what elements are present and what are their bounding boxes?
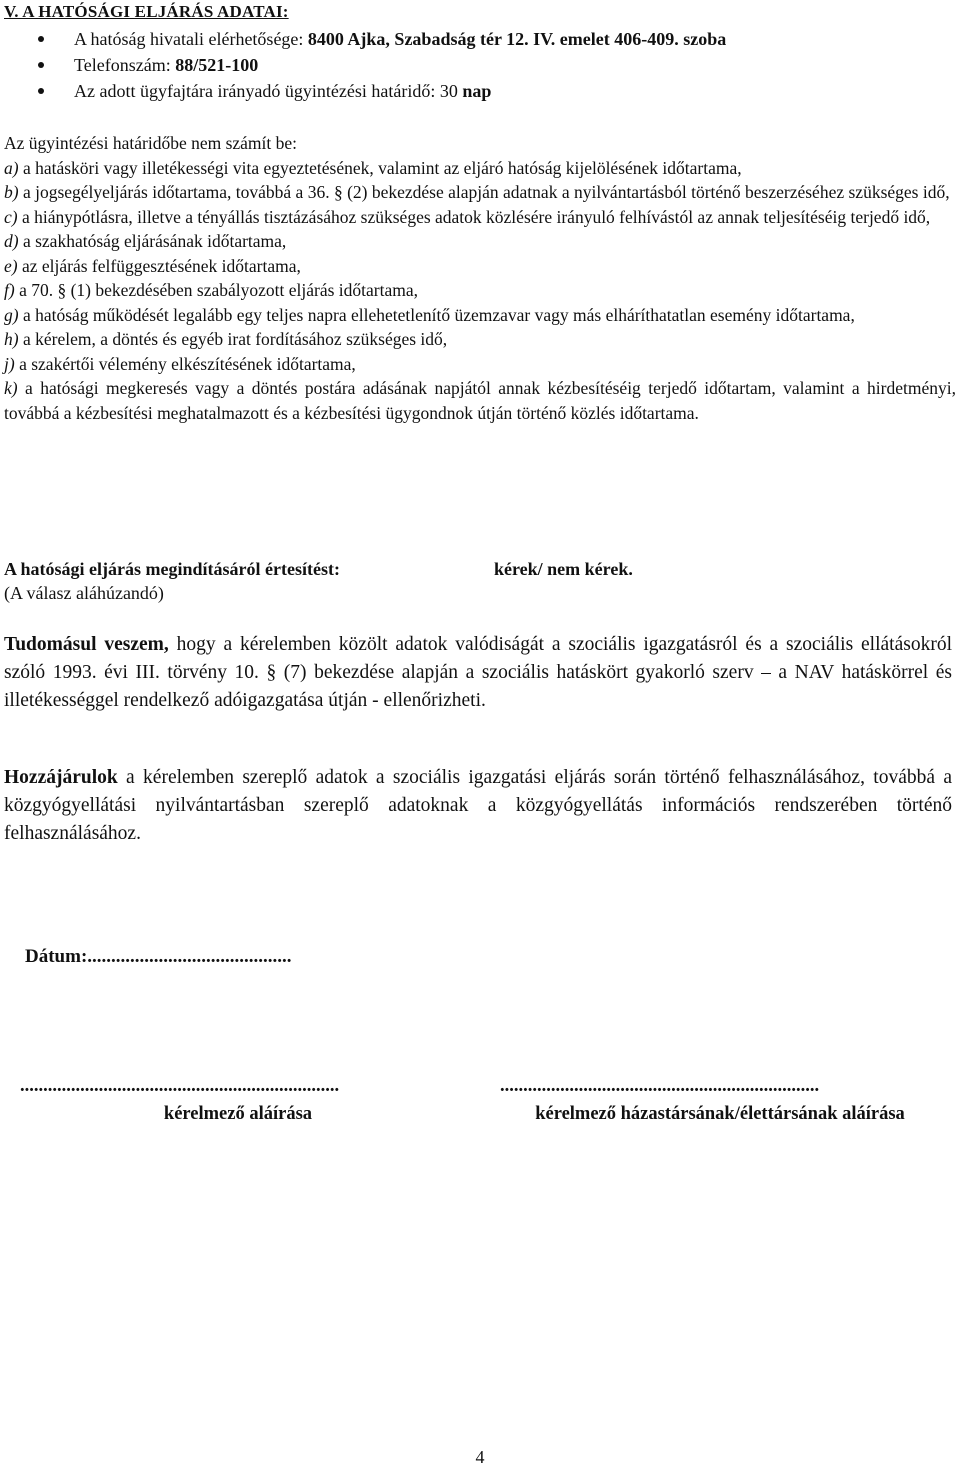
exclusion-item [4, 156, 956, 181]
consent-paragraph [4, 764, 952, 848]
signature-label: kérelmező házastársának/élettársának aláírása [535, 1104, 905, 1124]
bullet-prefix: Az adott ügyfajtára irányadó ügyintézési határidő: 30 [74, 81, 463, 101]
date-field[interactable]: Dátum:........................................... [25, 946, 292, 967]
item-label: j) [4, 353, 15, 374]
signature-line[interactable]: ..................................................................... [500, 1076, 820, 1096]
bullet-prefix: Telefonszám: [74, 55, 176, 75]
notice-label: A hatósági eljárás megindításáról értesítést: [4, 559, 340, 579]
signature-label: kérelmező aláírása [163, 1104, 313, 1124]
item-label: h) [4, 329, 19, 349]
exclusion-item [4, 254, 956, 279]
acknowledgement-paragraph [4, 631, 952, 715]
item-label: f) [4, 280, 15, 300]
applicant-signature [20, 1072, 500, 1128]
exclusions-heading: Az ügyintézési határidőbe nem számít be: [4, 133, 298, 153]
spouse-signature [480, 1072, 960, 1128]
bullet-phone [36, 54, 726, 80]
item-text: a hatásköri vagy illetékességi vita egyeztetésének, valamint az eljáró hatóság kijelölésének időtartama, [18, 157, 742, 178]
notice-choice[interactable]: kérek/ nem kérek. [494, 559, 633, 579]
bullet-office-address [36, 28, 726, 54]
exclusion-item [4, 180, 956, 205]
item-label: a) [4, 157, 19, 178]
signature-line[interactable]: ..................................................................... [20, 1076, 340, 1096]
exclusion-item [4, 303, 956, 328]
consent-text: a kérelemben szereplő adatok a szociális igazgatási eljárás során történő felhasználásához, továbbá a közgyógyellátási nyilvántartásban szereplő adatoknak a közgyógyellátás információs rendszerében történő felhasználásához. [4, 767, 952, 844]
item-text: a 70. § (1) bekezdésében szabályozott eljárás időtartama, [14, 280, 418, 300]
item-text: a szakhatóság eljárásának időtartama, [18, 231, 287, 251]
bullet-bold: 8400 Ajka, Szabadság tér 12. IV. emelet 406-409. [307, 29, 679, 49]
acknowledgement-lead: Tudomásul veszem, [4, 634, 169, 655]
bullet-dot-icon [38, 36, 44, 42]
exclusion-item [4, 229, 956, 254]
consent-lead: Hozzájárulok [4, 767, 118, 788]
item-label: d) [4, 231, 19, 251]
item-label: b) [4, 182, 19, 202]
bullet-bold: 88/521-100 [175, 55, 259, 75]
exclusion-item [4, 376, 956, 425]
bullet-dot-icon [38, 88, 44, 94]
bullet-bold: nap [462, 81, 492, 101]
item-label: k) [4, 378, 18, 398]
exclusion-item [4, 278, 956, 303]
exclusions-block [4, 131, 956, 425]
item-label: c) [4, 206, 18, 227]
notice-block [4, 557, 340, 605]
item-text: a szakértői vélemény elkészítésének időtartama, [14, 353, 356, 374]
bullet-prefix: A hatóság hivatali elérhetősége: [74, 29, 308, 49]
exclusion-item [4, 205, 956, 230]
bullet-suffix: szoba [678, 29, 727, 49]
item-text: a hatóság működését legalább egy teljes napra ellehetetlenítő üzemzavar vagy más elháríthatatlan esemény időtartama, [18, 304, 855, 325]
bullet-dot-icon [38, 62, 44, 68]
exclusion-item [4, 327, 956, 352]
item-label: g) [4, 304, 19, 325]
item-text: a jogsegélyeljárás időtartama, továbbá a 36. § (2) bekezdése alapján adatnak a nyilvántartásból történő beszerzéséhez szükséges idő, [18, 182, 950, 202]
item-label: e) [4, 255, 18, 276]
acknowledgement-text: hogy a kérelemben közölt adatok valódiságát a szociális igazgatásról és a szociális ellátásokról szóló 1993. évi III. törvény 10. § (7) bekezdése alapján a szociális hatáskört gyakorló szerv – a NAV hatáskörrel és illetékességgel rendelkező adóigazgatása útján - ellenőrizheti. [4, 634, 952, 711]
item-text: a hiánypótlásra, illetve a tényállás tisztázásához szükséges adatok közlésére irányuló felhívástól az annak teljesítéséig terjedő idő, [17, 206, 931, 227]
item-text: a kérelem, a döntés és egyéb irat fordításához szükséges idő, [18, 329, 448, 349]
contact-bullet-list [36, 28, 726, 106]
item-text: a hatósági megkeresés vagy a döntés postára adásának napjától annak kézbesítéséig terjedő időtartam, valamint a hirdetményi, továbbá a kézbesítési meghatalmazott és a kézbesítési ügygondnok útján történő közlés időtartama. [4, 378, 956, 423]
bullet-deadline [36, 80, 726, 106]
section-title: V. A HATÓSÁGI ELJÁRÁS ADATAI: [4, 2, 289, 21]
notice-hint: (A válasz aláhúzandó) [4, 583, 164, 603]
item-text: az eljárás felfüggesztésének időtartama, [17, 255, 301, 276]
exclusion-item [4, 352, 956, 377]
page-number: 4 [475, 1447, 485, 1467]
